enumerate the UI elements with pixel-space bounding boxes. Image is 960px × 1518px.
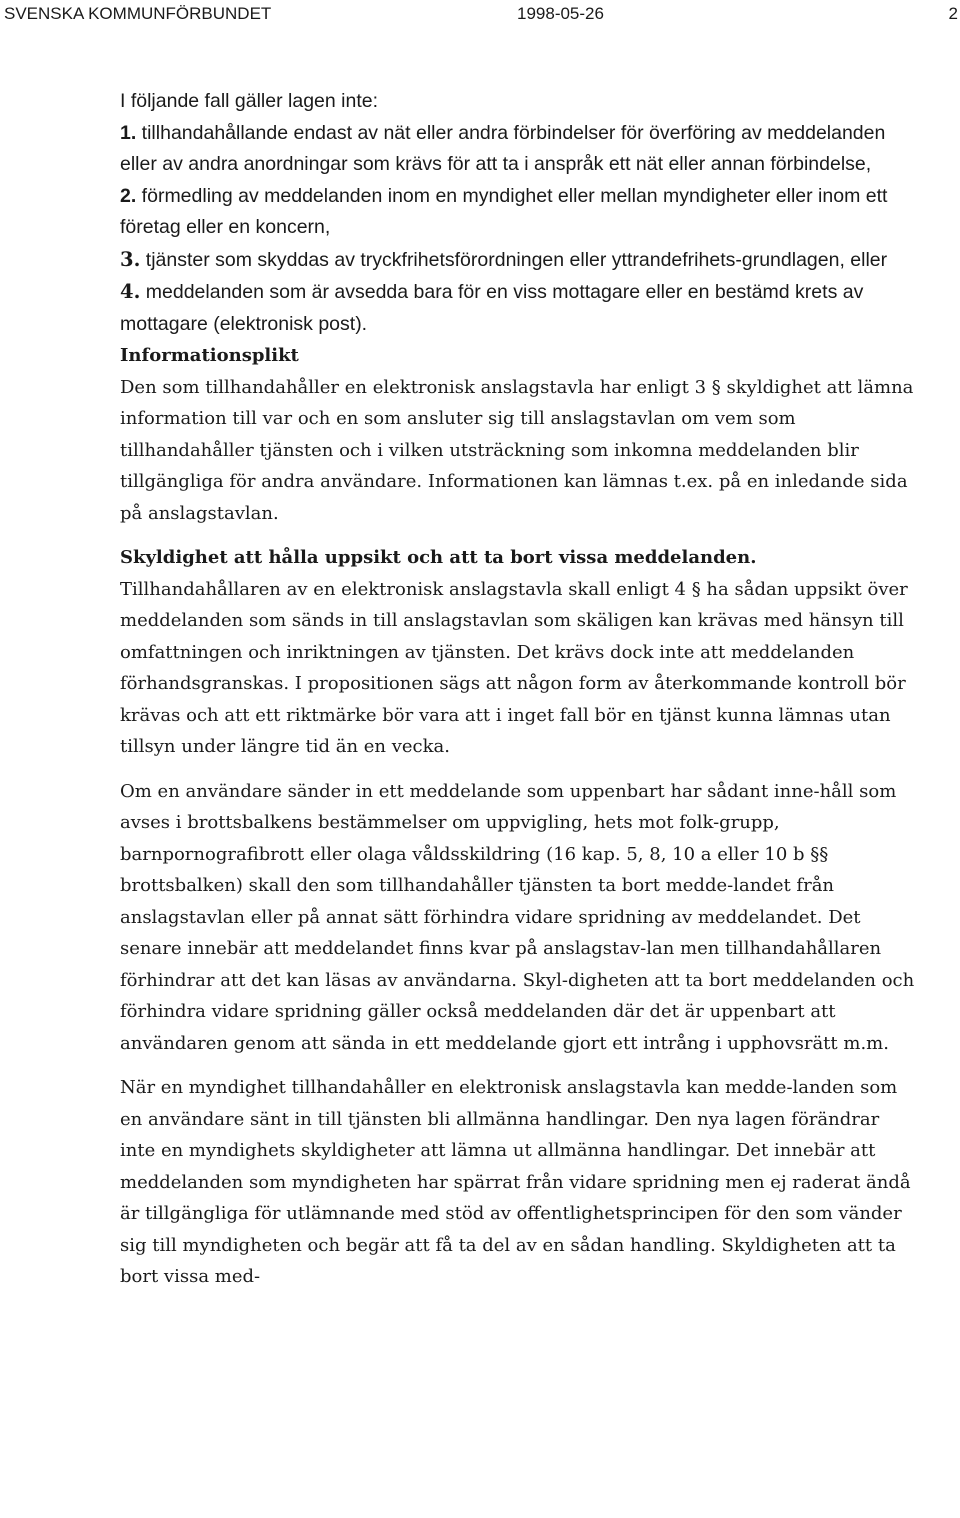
list-number: 3.: [120, 247, 141, 271]
paragraph: Tillhandahållaren av en elektronisk anslagstavla skall enligt 4 § ha sådan uppsikt över meddelanden som sänds in till anslagstavlan som skäligen kan krävas med hänsyn till omfattningen och inriktningen av tjänsten. Det krävs dock inte att meddelanden förhandsgranskas. I propositionen sägs att någon form av återkommande kontroll bör krävas och att ett riktmärke bör vara att i inget fall bör en tjänst kunna lämnas utan tillsyn under längre tid än en vecka.: [120, 578, 908, 757]
paragraph: Om en användare sänder in ett meddelande som uppenbart har sådant inne-håll som avses i brottsbalkens bestämmelser om uppvigling, hets mot folk-grupp, barnpornografibrott eller olaga våldsskildring (16 kap. 5, 8, 10 a eller 10 b §§ brottsbalken) skall den som tillhandahåller tjänsten ta bort medde-landet från anslagstavlan eller på annat sätt förhindra vidare spridning av meddelandet. Det senare innebär att meddelandet finns kvar på anslagstav-lan men tillhandahållaren förhindrar att det kan läsas av användarna. Skyl-digheten att ta bort meddelanden och förhindra vidare spridning gäller också meddelanden där det är uppenbart att användaren genom att sända in ett meddelande gjort ett intrång i upphovsrätt m.m.: [120, 780, 915, 1054]
paragraph: Den som tillhandahåller en elektronisk anslagstavla har enligt 3 § skyldighet att lämna information till var och en som ansluter sig till anslagstavlan om vem som tillhandahåller tjänsten och i vilken utsträckning som inkomna meddelanden blir tillgängliga för andra användare. Informationen kan lämnas t.ex. på en inledande sida på anslagstavlan.: [120, 376, 914, 524]
list-number: 1.: [120, 121, 137, 144]
list-number: 4.: [120, 280, 141, 303]
header-date: 1998-05-26: [517, 4, 604, 23]
list-number: 2.: [120, 184, 137, 207]
page-header: [0, 2, 960, 26]
list-text: tjänster som skyddas av tryckfrihetsförordningen eller yttrandefrihets-grundlagen, eller: [140, 248, 888, 271]
list-text: tillhandahållande endast av nät eller andra förbindelser för överföring av meddelanden eller av andra anordningar som krävs för att ta i anspråk ett nät eller annan förbindelse,: [120, 121, 886, 175]
list-item-3: [120, 244, 920, 277]
list-text: förmedling av meddelanden inom en myndighet eller mellan myndigheter eller inom ett företag eller en koncern,: [120, 184, 888, 238]
document-body: [120, 86, 920, 1306]
paragraph: När en myndighet tillhandahåller en elektronisk anslagstavla kan medde-landen som en användare sänt in till tjänsten bli allmänna handlingar. Den nya lagen förändrar inte en myndighets skyldigheter att lämna ut allmänna handlingar. Det innebär att meddelanden som myndigheten har spärrat från vidare spridning men ej raderat ändå är tillgängliga för utlämnande med stöd av offentlighetsprincipen för den som vänder sig till myndigheten och begär att få ta del av en sådan handling. Skyldigheten att ta bort vissa med-: [120, 1077, 911, 1287]
list-item-1: [120, 118, 920, 181]
header-organization: SVENSKA KOMMUNFÖRBUNDET: [4, 4, 272, 23]
list-item-2: [120, 181, 920, 244]
intro-text: I följande fall gäller lagen inte:: [120, 90, 379, 112]
section-heading-informationsplikt: Informationsplikt: [120, 345, 299, 366]
header-page-number: 2: [948, 4, 958, 23]
list-text: meddelanden som är avsedda bara för en viss mottagare eller en bestämd krets av mottagare (elektronisk post).: [120, 281, 864, 335]
list-item-4: [120, 276, 920, 340]
section-heading-skyldighet: Skyldighet att hålla uppsikt och att ta bort vissa meddelanden.: [120, 547, 757, 568]
